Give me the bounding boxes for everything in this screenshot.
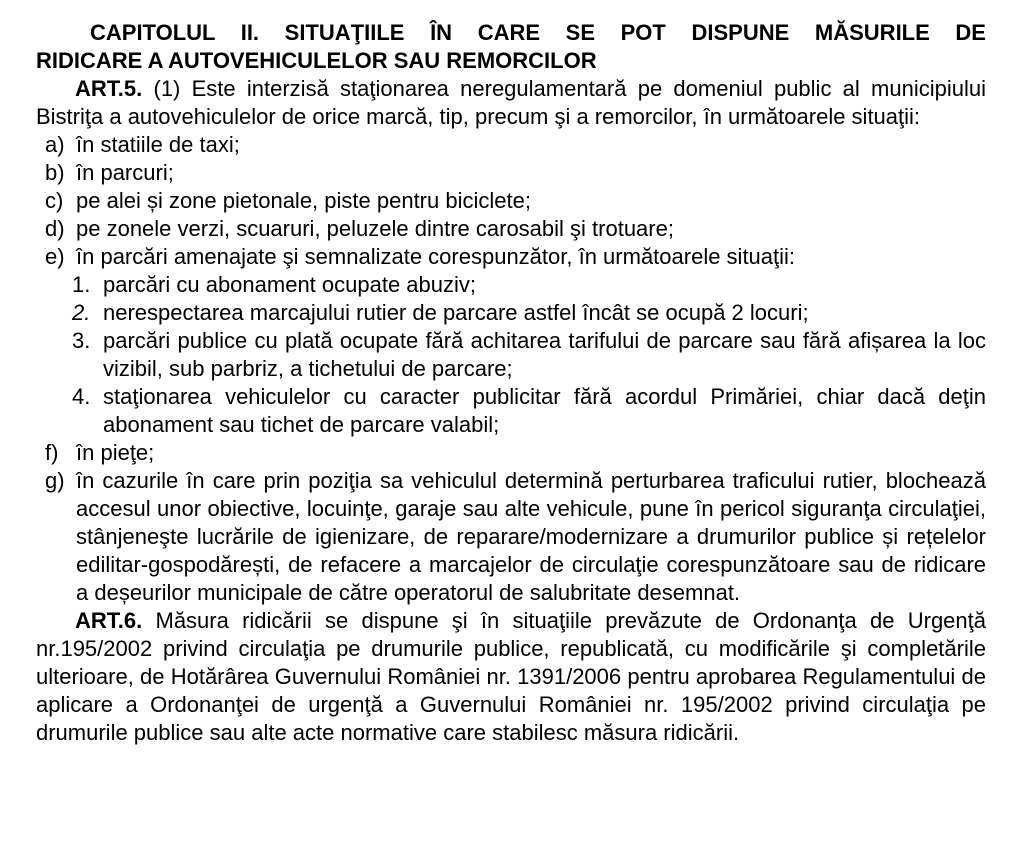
list-item-text: în pieţe;	[76, 440, 155, 465]
list-item-text: parcări publice cu plată ocupate fără achitarea tarifului de parcare sau fără afișarea la loc vizibil, sub parbriz, a tichetului de parcare;	[103, 328, 986, 381]
chapter-heading	[36, 19, 986, 75]
list-item-f	[36, 439, 986, 467]
list-marker: 4.	[72, 384, 91, 409]
art5-intro-text: (1) Este interzisă staţionarea neregulamentară pe domeniul public al municipiului Bistriţa a autovehiculelor de orice marcă, tip, precum şi a remorcilor, în următoarele situaţii:	[36, 76, 986, 129]
list-marker: g)	[45, 468, 65, 493]
list-item-a	[36, 131, 986, 159]
list-item-text: în parcuri;	[76, 160, 174, 185]
list-item-g	[36, 467, 986, 607]
list-marker: c)	[45, 188, 64, 213]
list-item-text: nerespectarea marcajului rutier de parcare astfel încât se ocupă 2 locuri;	[103, 300, 809, 325]
list-item-text: pe alei și zone pietonale, piste pentru biciclete;	[76, 188, 531, 213]
list-marker: b)	[45, 160, 65, 185]
art6-paragraph	[36, 607, 986, 747]
list-item-c	[36, 187, 986, 215]
sub-list-item-4	[36, 383, 986, 439]
list-item-b	[36, 159, 986, 187]
chapter-heading-line1: CAPITOLUL II. SITUAŢIILE ÎN CARE SE POT DISPUNE MĂSURILE DE	[90, 20, 986, 45]
list-item-e	[36, 243, 986, 271]
list-marker: a)	[45, 132, 65, 157]
art6-label: ART.6.	[75, 608, 143, 633]
art6-text: Măsura ridicării se dispune şi în situaţiile prevăzute de Ordonanţa de Urgenţă nr.195/2002 privind circulaţia pe drumurile publice, republicată, cu modificările şi completările ulterioare, de Hotărârea Guvernului României nr. 1391/2006 pentru aprobarea Regulamentului de aplicare a Ordonanţei de urgenţă a Guvernului României nr. 195/2002 privind circulaţia pe drumurile publice sau alte acte normative care stabilesc măsura ridicării.	[36, 608, 986, 745]
list-marker: 1.	[72, 272, 91, 297]
list-item-d	[36, 215, 986, 243]
list-marker: f)	[45, 440, 59, 465]
sub-list-item-3	[36, 327, 986, 383]
list-marker: d)	[45, 216, 65, 241]
art5-label: ART.5.	[75, 76, 143, 101]
list-item-text: în cazurile în care prin poziţia sa vehiculul determină perturbarea traficului rutier, blochează accesul unor obiective, locuinţe, garaje sau alte vehicule, pune în pericol siguranţa circulaţiei, stânjeneşte lucrările de igienizare, de reparare/modernizare a drumurilor publice și rețelelor edilitar-gospodărești, de refacere a marcajelor de circulaţie corespunzătoare sau de ridicare a deșeurilor municipale de către operatorul de salubritate desemnat.	[76, 468, 986, 605]
list-item-text: în statiile de taxi;	[76, 132, 240, 157]
list-item-text: parcări cu abonament ocupate abuziv;	[103, 272, 477, 297]
list-item-text: staţionarea vehiculelor cu caracter publicitar fără acordul Primăriei, chiar dacă deţin abonament sau tichet de parcare valabil;	[103, 384, 986, 437]
list-marker: 2.	[72, 300, 91, 325]
list-marker: 3.	[72, 328, 91, 353]
list-item-text: în parcări amenajate şi semnalizate corespunzător, în următoarele situaţii:	[76, 244, 796, 269]
sub-list-item-2	[36, 299, 986, 327]
list-marker: e)	[45, 244, 65, 269]
list-item-text: pe zonele verzi, scuaruri, peluzele dintre carosabil şi trotuare;	[76, 216, 674, 241]
chapter-heading-line2: RIDICARE A AUTOVEHICULELOR SAU REMORCILOR	[36, 48, 597, 73]
art5-paragraph	[36, 75, 986, 131]
sub-list-item-1	[36, 271, 986, 299]
